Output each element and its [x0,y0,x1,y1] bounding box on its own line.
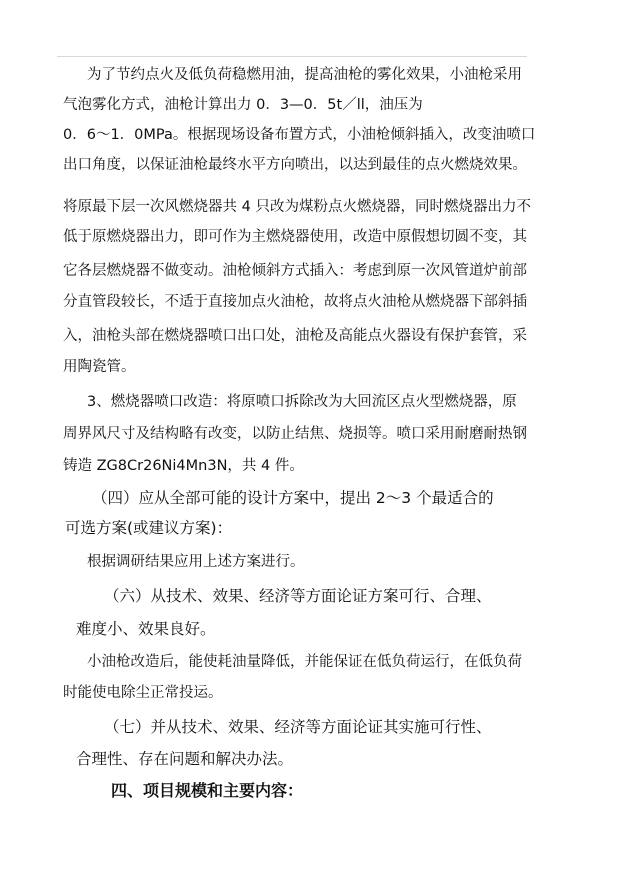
section-heading-six-cont: 难度小、效果良好。 [76,620,216,638]
paragraph-line: 周界风尺寸及结构略有改变，以防止结焦、烧损等。喷口采用耐磨耐热钢 [63,426,527,442]
header-rule [57,56,527,57]
paragraph-line: 3、燃烧器喷口改造：将原喷口拆除改为大回流区点火型燃烧器，原 [87,394,517,410]
section-heading-seven-cont: 合理性、存在问题和解决办法。 [76,750,294,768]
paragraph-line: 出口角度，以保证油枪最终水平方向喷出，以达到最佳的点火燃烧效果。 [63,157,527,173]
paragraph-line: 分直管段较长，不适于直接加点火油枪，故将点火油枪从燃烧器下部斜插 [63,294,527,310]
paragraph-line: 入，油枪头部在燃烧器喷口出口处，油枪及高能点火器设有保护套管，采 [63,328,527,344]
section-heading-four-cont: 可选方案(或建议方案)： [65,519,233,537]
section-heading-four: （四）应从全部可能的设计方案中，提出 2～3 个最适合的 [92,489,494,507]
paragraph-line: 为了节约点火及低负荷稳燃用油，提高油枪的雾化效果，小油枪采用 [87,67,522,83]
paragraph-line: 低于原燃烧器出力，即可作为主燃烧器使用，改造中原假想切圆不变，其 [63,229,527,245]
paragraph-line: 时能使电除尘正常投运。 [63,685,223,701]
paragraph-line: 它各层燃烧器不做变动。油枪倾斜方式插入：考虑到原一次风管道炉前部 [63,263,527,279]
paragraph-line: 小油枪改造后，能使耗油量降低，并能保证在低负荷运行，在低负荷 [87,654,522,670]
paragraph-line: 气泡雾化方式，油枪计算出力 0．3—0．5t／ll，油压为 [63,97,423,113]
paragraph-line: 铸造 ZG8Cr26Ni4Mn3N，共 4 件。 [63,458,304,474]
paragraph-line: 根据调研结果应用上述方案进行。 [87,554,305,570]
section-heading-seven: （七）并从技术、效果、经济等方面论证其实施可行性、 [104,718,492,736]
paragraph-line: 0．6～1．0MPa。根据现场设备布置方式，小油枪倾斜插入，改变油喷口 [63,127,536,143]
chapter-heading: 四、项目规模和主要内容： [111,781,304,800]
paragraph-line: 将原最下层一次风燃烧器共 4 只改为煤粉点火燃烧器，同时燃烧器出力不 [63,199,531,215]
section-heading-six: （六）从技术、效果、经济等方面论证方案可行、合理、 [104,587,492,605]
paragraph-line: 用陶瓷管。 [63,359,136,375]
